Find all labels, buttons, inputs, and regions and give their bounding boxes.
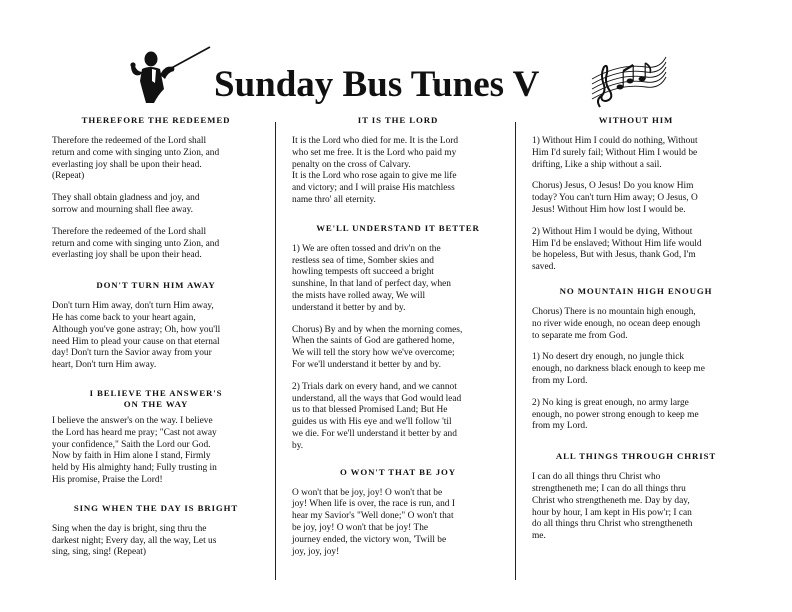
song-verse: 2) Trials dark on every hand, and we cannot understand, all the ways that God would lead us to that blessed Promised Land; But He guides us with His eye and we'll follow 'til we die. For we'll understand it better by and by. (292, 381, 462, 451)
song-title: WE'LL UNDERSTAND IT BETTER (316, 222, 480, 233)
song-verse: 1) We are often tossed and driv'n on the restless sea of time, Somber skies and howling tempests oft succeed a bright sunshine, In that land of perfect day, when the mists have rolled away, We will understand it better by and by. (292, 243, 451, 313)
column-divider-left (275, 122, 276, 580)
music-notes-icon (590, 49, 668, 113)
song-verse: 1) Without Him I could do nothing, Without Him I'd surely fail; Without Him I would be drifting, Like a ship without a sail. (532, 136, 698, 170)
header (0, 45, 792, 110)
song-without-him (532, 115, 740, 274)
song-it-is-the-lord (292, 115, 504, 207)
page-title: Sunday Bus Tunes V (214, 64, 540, 105)
song-title: THEREFORE THE REDEEMED (81, 115, 231, 125)
song-verse: I can do all things thru Christ who strengtheneth me; I can do all things thru Christ who strengtheneth me. Day by day, hour by hour, I am kept in His pow'r; I can do all things thru Christ who strengtheneth me. (532, 472, 693, 542)
song-verse: Chorus) By and by when the morning comes, When the saints of God are gathered home, We will tell the story how we've overcome; For we'll understand it better by and by. (292, 324, 463, 370)
song-verse: Chorus) There is no mountain high enough, no river wide enough, no ocean deep enough to separate me from God. (532, 306, 701, 341)
song-well-understand-it-better (292, 223, 504, 453)
song-title: IT IS THE LORD (357, 115, 439, 125)
song-no-mountain-high-enough (532, 286, 740, 433)
song-title: NO MOUNTAIN HIGH ENOUGH (559, 285, 713, 296)
song-therefore-the-redeemed (52, 115, 260, 262)
conductor-silhouette-icon (130, 45, 212, 107)
column-right (532, 115, 740, 555)
song-verse: Sing when the day is bright, sing thru the darkest night; Every day, all the way, Let us sing, sing, sing! (Repeat) (52, 523, 217, 558)
song-verse: Chorus) Jesus, O Jesus! Do you know Him today? You can't turn Him away; O Jesus, O Jesus! Without Him how lost I would be. (532, 181, 698, 215)
song-verse: Don't turn Him away, don't turn Him away, He has come back to your heart again, Although you've gone astray; Oh, how you'll need Him to plead your cause on that eternal day! Don't turn the Savior away from your heart, Don't turn Him away. (52, 301, 221, 371)
song-title: O WON'T THAT BE JOY (339, 466, 456, 477)
song-verse: They shall obtain gladness and joy, and sorrow and mourning shall flee away. (52, 193, 200, 215)
song-verse: Therefore the redeemed of the Lord shall return and come with singing unto Zion, and everlasting joy shall be upon their head. (Repeat) (52, 136, 220, 182)
column-middle (292, 115, 504, 570)
song-title: WITHOUT HIM (598, 115, 674, 125)
song-verse: 2) No king is great enough, no army large enough, no power strong enough to keep me from my Lord. (532, 397, 699, 432)
song-all-things-through-christ (532, 451, 740, 543)
song-verse: I believe the answer's on the way. I believe the Lord has heard me pray; "Cast not away your confidence," Saith the Lord our God. Now by faith in Him alone I stand, Firmly held by His almighty hand; Fully trusting in His promise, Praise the Lord! (52, 415, 217, 485)
song-title: DON'T TURN HIM AWAY (96, 280, 216, 291)
song-verse: O won't that be joy, joy! O won't that be joy! When life is over, the race is run, and I hear my Savior's "Well done;" O won't that be joy, joy! O won't that be joy! The journey ended, the victory won, 'Twill be joy, joy, joy! (292, 487, 455, 557)
song-dont-turn-him-away (52, 280, 260, 372)
column-left (52, 115, 260, 571)
song-verse: Therefore the redeemed of the Lord shall return and come with singing unto Zion, and everlasting joy shall be upon their head. (52, 226, 220, 261)
song-title: I BELIEVE THE ANSWER'S ON THE WAY (89, 387, 223, 409)
song-o-wont-that-be-joy (292, 467, 504, 559)
song-verse: 1) No desert dry enough, no jungle thick enough, no darkness black enough to keep me from my Lord. (532, 352, 705, 386)
song-title: ALL THINGS THROUGH CHRIST (555, 451, 717, 462)
song-title: SING WHEN THE DAY IS BRIGHT (73, 502, 239, 513)
song-verse: 2) Without Him I would be dying, Without Him I'd be enslaved; Without Him life would be hopeless, But with Jesus, thank God, I'm saved. (532, 226, 702, 273)
song-verse: It is the Lord who died for me. It is the Lord who set me free. It is the Lord who paid my penalty on the cross of Calvary. It is the Lord who rose again to give me life and victory; and I will praise His matchless name thro' all eternity. (292, 136, 459, 205)
song-sing-when-the-day-is-bright (52, 503, 260, 559)
song-i-believe-the-answers-on-the-way (52, 388, 260, 487)
column-divider-right (515, 122, 516, 580)
